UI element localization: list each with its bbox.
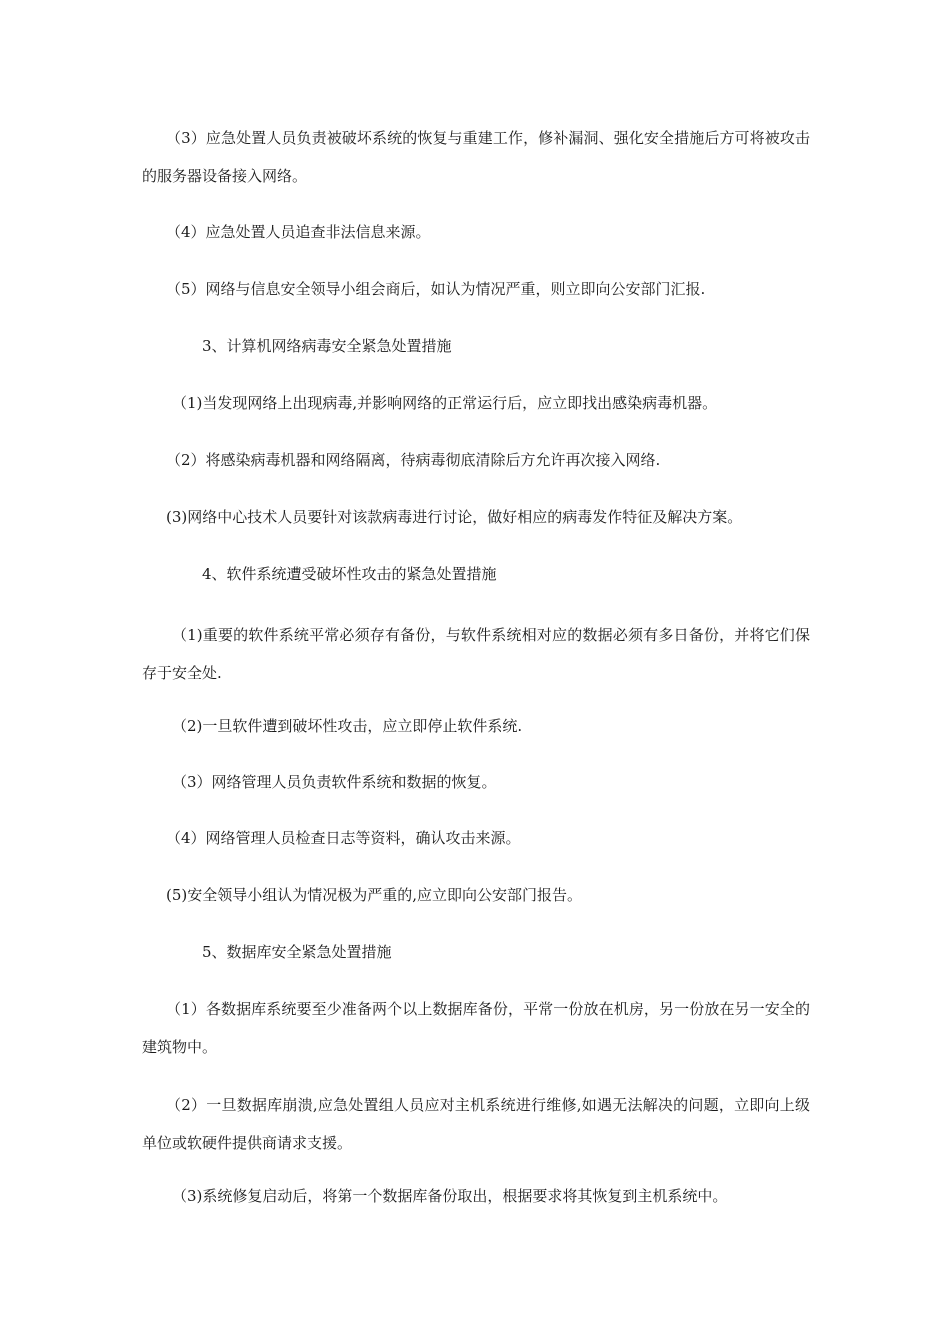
- paragraph-report-serious: (5)安全领导小组认为情况极为严重的,应立即向公安部门报告。: [166, 886, 583, 904]
- paragraph-find-infected: （1)当发现网络上出现病毒,并影响网络的正常运行后，应立即找出感染病毒机器。: [172, 394, 718, 412]
- paragraph-report-police: （5）网络与信息安全领导小组会商后，如认为情况严重，则立即向公安部门汇报.: [166, 280, 706, 298]
- section-heading-database: 5、数据库安全紧急处置措施: [202, 943, 392, 961]
- section-heading-virus: 3、计算机网络病毒安全紧急处置措施: [202, 337, 452, 355]
- paragraph-software-backup: （1)重要的软件系统平常必须存有备份，与软件系统相对应的数据必须有多日备份，并将它们保存于安全处.: [142, 626, 810, 682]
- paragraph-recovery-rebuild: （3）应急处置人员负责被破坏系统的恢复与重建工作，修补漏洞、强化安全措施后方可将被攻击的服务器设备接入网络。: [142, 129, 810, 185]
- paragraph-trace-source: （4）应急处置人员追查非法信息来源。: [166, 223, 431, 241]
- paragraph-stop-software: （2)一旦软件遭到破坏性攻击，应立即停止软件系统.: [172, 717, 523, 735]
- paragraph-check-logs: （4）网络管理人员检查日志等资料，确认攻击来源。: [166, 829, 521, 847]
- paragraph-restore-backup: （3)系统修复启动后，将第一个数据库备份取出，根据要求将其恢复到主机系统中。: [172, 1187, 728, 1205]
- paragraph-database-backup: （1）各数据库系统要至少准备两个以上数据库备份，平常一份放在机房，另一份放在另一安全的建筑物中。: [142, 1000, 810, 1056]
- paragraph-restore-data: （3）网络管理人员负责软件系统和数据的恢复。: [172, 773, 497, 791]
- paragraph-virus-discussion: (3)网络中心技术人员要针对该款病毒进行讨论，做好相应的病毒发作特征及解决方案。: [166, 508, 743, 526]
- paragraph-isolate-machine: （2）将感染病毒机器和网络隔离，待病毒彻底清除后方允许再次接入网络.: [166, 451, 661, 469]
- paragraph-database-crash: （2）一旦数据库崩溃,应急处置组人员应对主机系统进行维修,如遇无法解决的问题，立即向上级单位或软硬件提供商请求支援。: [142, 1096, 810, 1152]
- section-heading-software: 4、软件系统遭受破坏性攻击的紧急处置措施: [202, 565, 497, 583]
